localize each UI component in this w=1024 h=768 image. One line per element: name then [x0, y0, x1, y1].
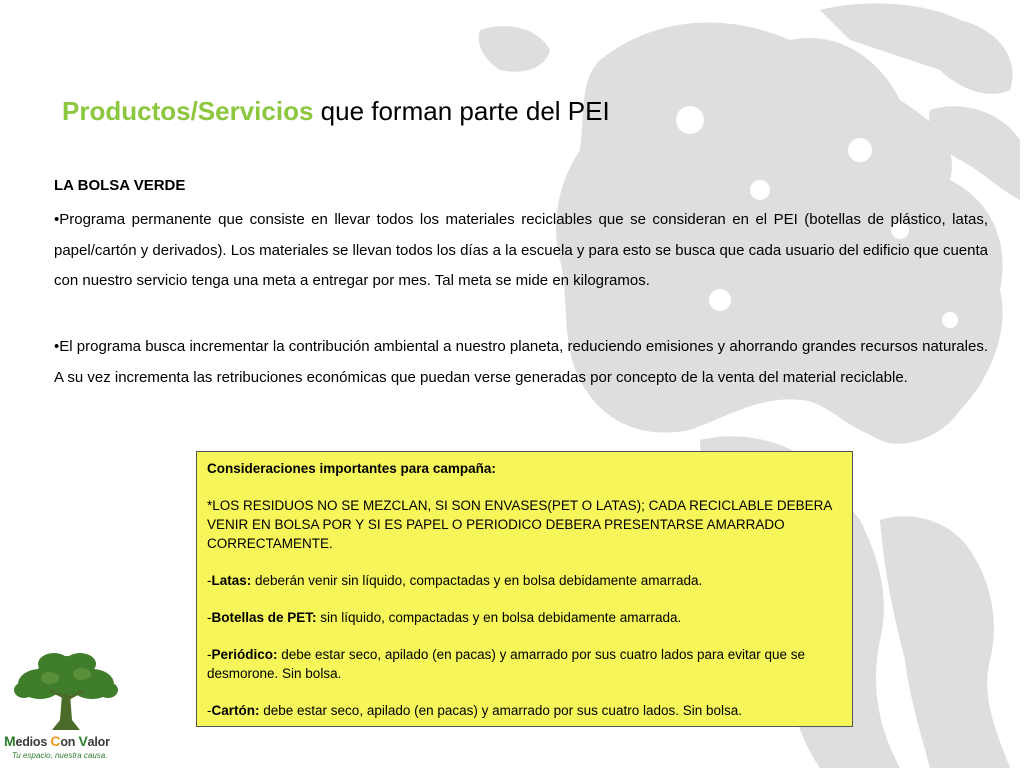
campaign-considerations-box — [196, 451, 853, 727]
notice-item-pet-bottles — [207, 608, 842, 627]
item-text: debe estar seco, apilado (en pacas) y amarrado por sus cuatro lados. Sin bolsa. — [259, 703, 743, 718]
item-text: sin líquido, compactadas y en bolsa debidamente amarrada. — [316, 610, 682, 625]
notice-warning: *LOS RESIDUOS NO SE MEZCLAN, SI SON ENVASES(PET O LATAS); CADA RECICLABLE DEBERA VENIR EN BOLSA POR Y SI ES PAPEL O PERIODICO DEBERA PRESENTARSE AMARRADO CORRECTAMENTE. — [207, 498, 832, 551]
logo-tagline: Tu espacio, nuestra causa. — [12, 751, 108, 760]
item-prefix: - — [207, 610, 212, 625]
item-prefix: - — [207, 647, 212, 662]
item-prefix: - — [207, 703, 212, 718]
item-label: Periódico: — [211, 647, 278, 662]
title-rest: que forman parte del PEI — [313, 96, 610, 126]
item-label: Latas: — [211, 573, 252, 588]
section-heading: LA BOLSA VERDE — [54, 177, 186, 194]
item-text: debe estar seco, apilado (en pacas) y amarrado por sus cuatro lados para evitar que se desmorone. Sin bolsa. — [207, 647, 806, 681]
item-label: Botellas de PET: — [211, 610, 317, 625]
item-label: Cartón: — [211, 703, 260, 718]
notice-item-newspaper — [207, 645, 842, 683]
notice-item-cans — [207, 571, 842, 590]
notice-item-cardboard — [207, 701, 842, 720]
item-text: deberán venir sin líquido, compactadas y en bolsa debidamente amarrada. — [251, 573, 703, 588]
item-prefix: - — [207, 573, 212, 588]
paragraph-program-description: •Programa permanente que consiste en llevar todos los materiales reciclables que se consideran en el PEI (botellas de plástico, latas, papel/cartón y derivados). Los materiales se llevan todos los días a la escuela y para esto se busca que cada usuario del edificio que cuenta con nuestro servicio tenga una meta a entregar por mes. Tal meta se mide en kilogramos. — [54, 211, 988, 289]
logo-name: Medios Con Valor — [4, 733, 110, 749]
paragraph-program-goals: •El programa busca incrementar la contribución ambiental a nuestro planeta, reduciendo emisiones y ahorrando grandes recursos naturales. A su vez incrementa las retribuciones económicas que puedan verse generadas por concepto de la venta del material reciclable. — [54, 338, 988, 386]
title-accent: Productos/Servicios — [62, 96, 314, 126]
slide-title — [62, 96, 610, 127]
tree-icon — [10, 650, 122, 734]
medios-con-valor-logo — [0, 648, 140, 768]
notice-heading: Consideraciones importantes para campaña: — [207, 461, 496, 476]
